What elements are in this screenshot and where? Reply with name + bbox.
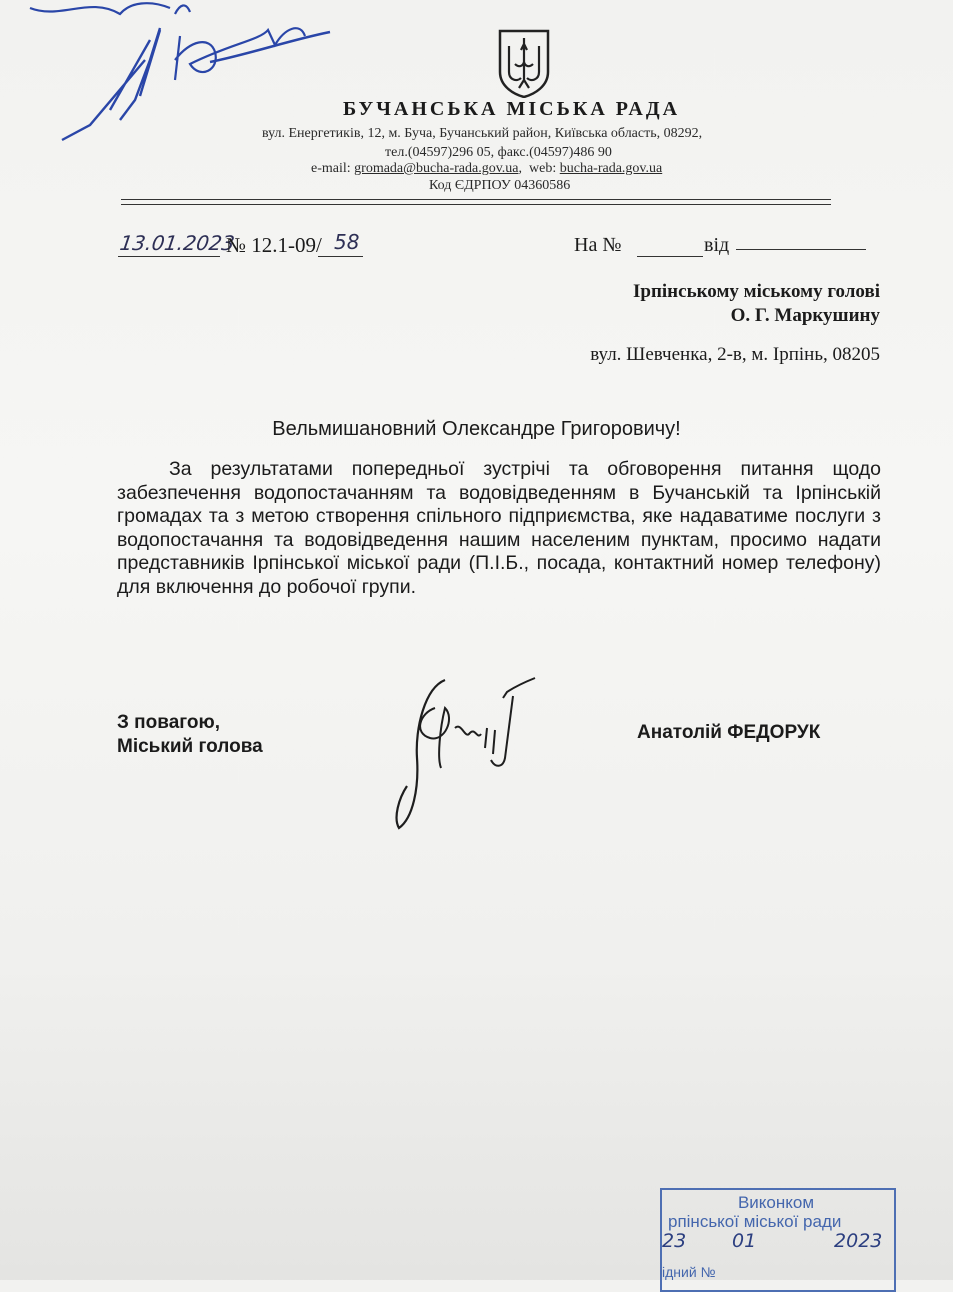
org-phone: тел.(04597)296 05, факс.(04597)486 90 <box>385 145 612 160</box>
org-contacts: e-mail: gromada@bucha-rada.gov.ua, web: bucha-rada.gov.ua <box>311 161 663 176</box>
stamp-title: Виконком <box>737 1193 815 1212</box>
stamp-day: 23 <box>662 1230 687 1252</box>
stamp-number-label: ідний № <box>662 1264 716 1280</box>
reference-date-blank <box>736 249 866 250</box>
stamp-month: 01 <box>732 1230 757 1252</box>
number-underline <box>318 256 363 257</box>
closing-block <box>117 711 263 759</box>
org-code: Код ЄДРПОУ 04360586 <box>429 178 571 193</box>
outgoing-number-handwritten: 58 <box>334 230 360 254</box>
email-label: e-mail: <box>311 161 351 176</box>
email-link[interactable]: gromada@bucha-rada.gov.ua <box>354 161 519 176</box>
closing-courtesy: З повагою, <box>117 712 221 733</box>
handwritten-signature <box>385 668 545 838</box>
recipient-title: Ірпінському міському голові <box>633 281 880 302</box>
stamp-year-suffix: 23 <box>858 1230 883 1252</box>
outgoing-number-prefix: № 12.1-09/ <box>226 233 322 257</box>
stamp-subtitle: рпінської міської ради <box>668 1212 842 1231</box>
outgoing-date: 13.01.2023 <box>118 231 237 255</box>
recipient-block <box>633 280 880 328</box>
org-name: БУЧАНСЬКА МІСЬКА РАДА <box>343 98 681 120</box>
web-label: web: <box>529 161 557 176</box>
letter-body-text: За результатами попередньої зустрічі та обговорення питання щодо забезпечення водопостачанням та водовідведенням в Бучанській та Ірпінській громадах та з метою створення спільного підприємства, яке надаватиме послуги з водопостачання та водовідведення нашим населеним пунктам, просимо надати представників Ірпінської міської ради (П.І.Б., посада, контактний номер телефону) для включення до робочої групи. <box>117 458 881 598</box>
web-link[interactable]: bucha-rada.gov.ua <box>559 161 663 176</box>
recipient-name: О. Г. Маркушину <box>730 305 880 326</box>
stamp-year <box>834 1230 882 1252</box>
signer-position: Міський голова <box>117 736 263 757</box>
coat-of-arms-icon <box>497 28 551 98</box>
stamp-date <box>662 1230 890 1258</box>
reference-number-blank <box>637 256 703 257</box>
date-underline <box>118 256 220 257</box>
signer-name: Анатолій ФЕДОРУК <box>637 722 821 743</box>
salutation: Вельмишановний Олександре Григоровичу! <box>272 418 681 440</box>
reference-number-label: На № <box>574 234 622 256</box>
stamp-year-prefix: 20 <box>834 1230 859 1252</box>
incoming-registration-stamp <box>660 1188 896 1292</box>
reference-date-label: від <box>704 234 730 256</box>
letter-body <box>117 458 881 599</box>
org-address: вул. Енергетиків, 12, м. Буча, Бучанський район, Київська область, 08292, <box>262 126 703 141</box>
recipient-address: вул. Шевченка, 2-в, м. Ірпінь, 08205 <box>590 344 880 365</box>
letterhead-divider <box>121 199 831 205</box>
